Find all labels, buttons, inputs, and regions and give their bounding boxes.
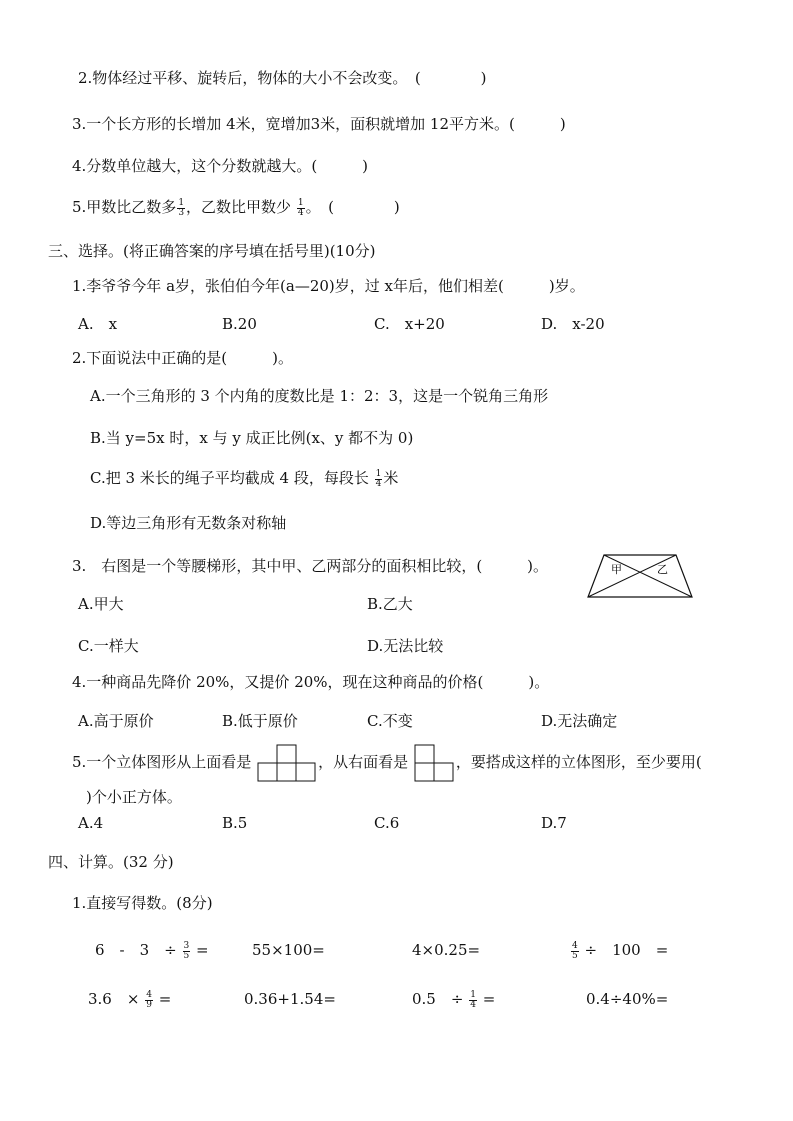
s3-q5-option-b: B.5 xyxy=(222,814,248,832)
fraction: $\frac{4}{5}$ xyxy=(572,940,578,961)
label-jia: 甲 xyxy=(611,563,622,576)
calc-r2-c1: 3.6 × $\frac{4}{9}$ = xyxy=(88,989,172,1010)
section3-title: 三、选择。(将正确答案的序号填在括号里)(10分) xyxy=(48,242,376,260)
fraction: $\frac{1}{4}$ xyxy=(297,197,304,218)
s3-q5-option-a: A.4 xyxy=(78,814,104,832)
s3-q5-option-c: C.6 xyxy=(374,814,400,832)
fraction: $\frac{3}{5}$ xyxy=(183,940,190,961)
s3-q4-option-d: D.无法确定 xyxy=(541,712,618,730)
s3-q5-stem-b: ，从右面看是 xyxy=(318,753,409,771)
s3-q3-option-b: B.乙大 xyxy=(367,595,413,613)
trapezoid-figure xyxy=(586,553,694,599)
s3-q2-option-d: D.等边三角形有无数条对称轴 xyxy=(90,514,287,532)
fraction: $\frac{1}{3}$ xyxy=(178,197,185,218)
top-view-figure xyxy=(257,744,317,782)
judge-q5-post: 。 ( ) xyxy=(305,198,400,216)
right-view-figure xyxy=(414,744,455,782)
s3-q4-stem: 4.一种商品先降价 20%，又提价 20%，现在这种商品的价格( )。 xyxy=(72,673,550,691)
s3-q5-line1 xyxy=(72,744,702,782)
s3-q3-stem: 3. 右图是一个等腰梯形，其中甲、乙两部分的面积相比较，( )。 xyxy=(72,557,549,575)
s3-q2-option-c xyxy=(90,468,398,489)
calc-r1-c3: 4×0.25= xyxy=(412,941,481,959)
s3-q3-option-d: D.无法比较 xyxy=(367,637,444,655)
s3-q5-stem-c: ，要搭成这样的立体图形，至少要用( xyxy=(455,753,702,771)
s3-q1-option-c: C. x+20 xyxy=(374,315,445,333)
s3-q5-option-d: D.7 xyxy=(541,814,567,832)
s3-q3-option-a: A.甲大 xyxy=(78,595,124,613)
s3-q1-option-d: D. x-20 xyxy=(541,315,605,333)
judge-q2: 2.物体经过平移、旋转后，物体的大小不会改变。 ( ) xyxy=(78,69,487,87)
calc-r2-c3: 0.5 ÷ $\frac{1}{4}$ = xyxy=(412,989,496,1010)
judge-q5-mid: ，乙数比甲数少 xyxy=(186,198,296,216)
s3-q2-option-b: B.当 y=5x 时，x 与 y 成正比例(x、y 都不为 0) xyxy=(90,429,414,447)
s3-q2-c-post: 米 xyxy=(383,469,399,487)
s3-q2-stem: 2.下面说法中正确的是( )。 xyxy=(72,349,294,367)
judge-q4: 4.分数单位越大，这个分数就越大。( ) xyxy=(72,157,369,175)
s3-q5-stem-d: )个小正方体。 xyxy=(86,788,182,806)
calc-r1-c1: 6 - 3 ÷ $\frac{3}{5}$ = xyxy=(95,940,209,961)
s3-q1-option-a: A. x xyxy=(78,315,118,333)
s3-q2-c-pre: C.把 3 米长的绳子平均截成 4 段，每段长 xyxy=(90,469,374,487)
s3-q1-stem: 1.李爷爷今年 a岁，张伯伯今年(a—20)岁，过 x年后，他们相差( )岁。 xyxy=(72,277,585,295)
s3-q4-option-b: B.低于原价 xyxy=(222,712,298,730)
s3-q5-stem-a: 5.一个立体图形从上面看是 xyxy=(72,753,252,771)
fraction: $\frac{1}{4}$ xyxy=(470,989,476,1010)
s3-q2-option-a: A.一个三角形的 3 个内角的度数比是 1：2：3，这是一个锐角三角形 xyxy=(90,387,549,405)
calc-r1-c2: 55×100= xyxy=(252,941,325,959)
s3-q4-option-c: C.不变 xyxy=(367,712,413,730)
calc-r1-c4: $\frac{4}{5}$ ÷ 100 = xyxy=(572,940,669,961)
judge-q3: 3.一个长方形的长增加 4米，宽增加3米，面积就增加 12平方米。( ) xyxy=(72,115,566,133)
section4-sub1: 1.直接写得数。(8分) xyxy=(72,894,213,912)
s3-q3-option-c: C.一样大 xyxy=(78,637,139,655)
trapezoid-outline xyxy=(588,555,692,597)
section4-title: 四、计算。(32 分) xyxy=(48,853,174,871)
calc-r2-c4: 0.4÷40%= xyxy=(586,990,669,1008)
s3-q4-option-a: A.高于原价 xyxy=(78,712,154,730)
judge-q5-pre: 5.甲数比乙数多 xyxy=(72,198,177,216)
label-yi: 乙 xyxy=(657,563,668,576)
calc-r2-c2: 0.36+1.54= xyxy=(244,990,336,1008)
judge-q5 xyxy=(72,197,400,218)
s3-q1-option-b: B.20 xyxy=(222,315,257,333)
fraction: $\frac{1}{4}$ xyxy=(375,468,382,489)
fraction: $\frac{4}{9}$ xyxy=(146,989,152,1010)
